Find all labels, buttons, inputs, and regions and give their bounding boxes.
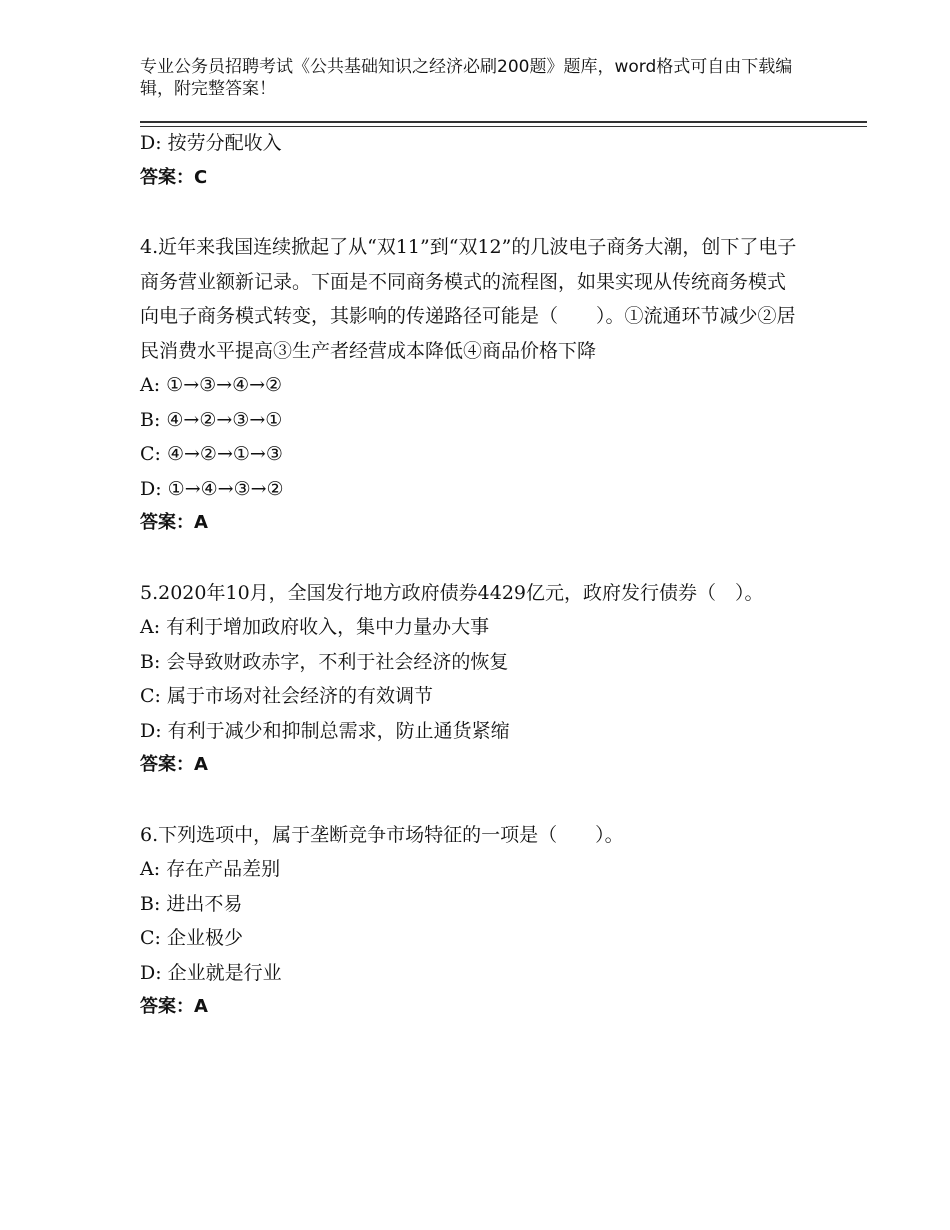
q4-option-a: A: ①→③→④→②: [140, 374, 283, 396]
q4-option-d: D: ①→④→③→②: [140, 477, 284, 500]
q5-option-b: B: 会导致财政赤字，不利于社会经济的恢复: [140, 650, 509, 673]
q5-option-d: D: 有利于减少和抑制总需求，防止通货紧缩: [140, 719, 510, 742]
q3-answer: 答案：C: [140, 166, 208, 188]
q4-answer: 答案：A: [140, 512, 208, 533]
q5-answer: 答案：A: [140, 754, 208, 775]
q4-option-c: C: ④→②→①→③: [140, 443, 283, 465]
q5-option-c: C: 属于市场对社会经济的有效调节: [140, 685, 433, 707]
q4-stem: 4.近年来我国连续掀起了从“双11”到“双12”的几波电子商务大潮，创下了电子商务营业额新记录。下面是不同商务模式的流程图，如果实现从传统商务模式向电子商务模式转变，其影响的传递路径可能是（ ）。①流通环节减少②居民消费水平提高③生产者经营成本降低④商品价格下降: [140, 236, 797, 362]
q6-option-d: D: 企业就是行业: [140, 961, 282, 984]
document-header: [140, 56, 810, 100]
q6-option-b: B: 进出不易: [140, 892, 243, 915]
q5-option-a: A: 有利于增加政府收入，集中力量办大事: [140, 616, 490, 638]
header-rule-thick: [140, 121, 867, 123]
question-5: [140, 576, 800, 783]
question-3-tail: [140, 126, 800, 195]
header-text: 专业公务员招聘考试《公共基础知识之经济必刷200题》题库，word格式可自由下载编辑，附完整答案！: [140, 57, 793, 99]
q6-option-a: A: 存在产品差别: [140, 858, 281, 880]
q6-option-c: C: 企业极少: [140, 927, 243, 949]
document-body: [140, 126, 800, 1025]
question-4: [140, 230, 800, 541]
q3-option-d: D: 按劳分配收入: [140, 132, 282, 154]
q4-option-b: B: ④→②→③→①: [140, 408, 283, 431]
q5-stem: 5.2020年10月，全国发行地方政府债券4429亿元，政府发行债券（ ）。: [140, 581, 764, 604]
question-6: [140, 818, 800, 1025]
q6-answer: 答案：A: [140, 996, 208, 1017]
spacer: [140, 195, 800, 230]
q6-stem: 6.下列选项中，属于垄断竞争市场特征的一项是（ ）。: [140, 823, 624, 846]
spacer: [140, 783, 800, 818]
spacer: [140, 541, 800, 576]
